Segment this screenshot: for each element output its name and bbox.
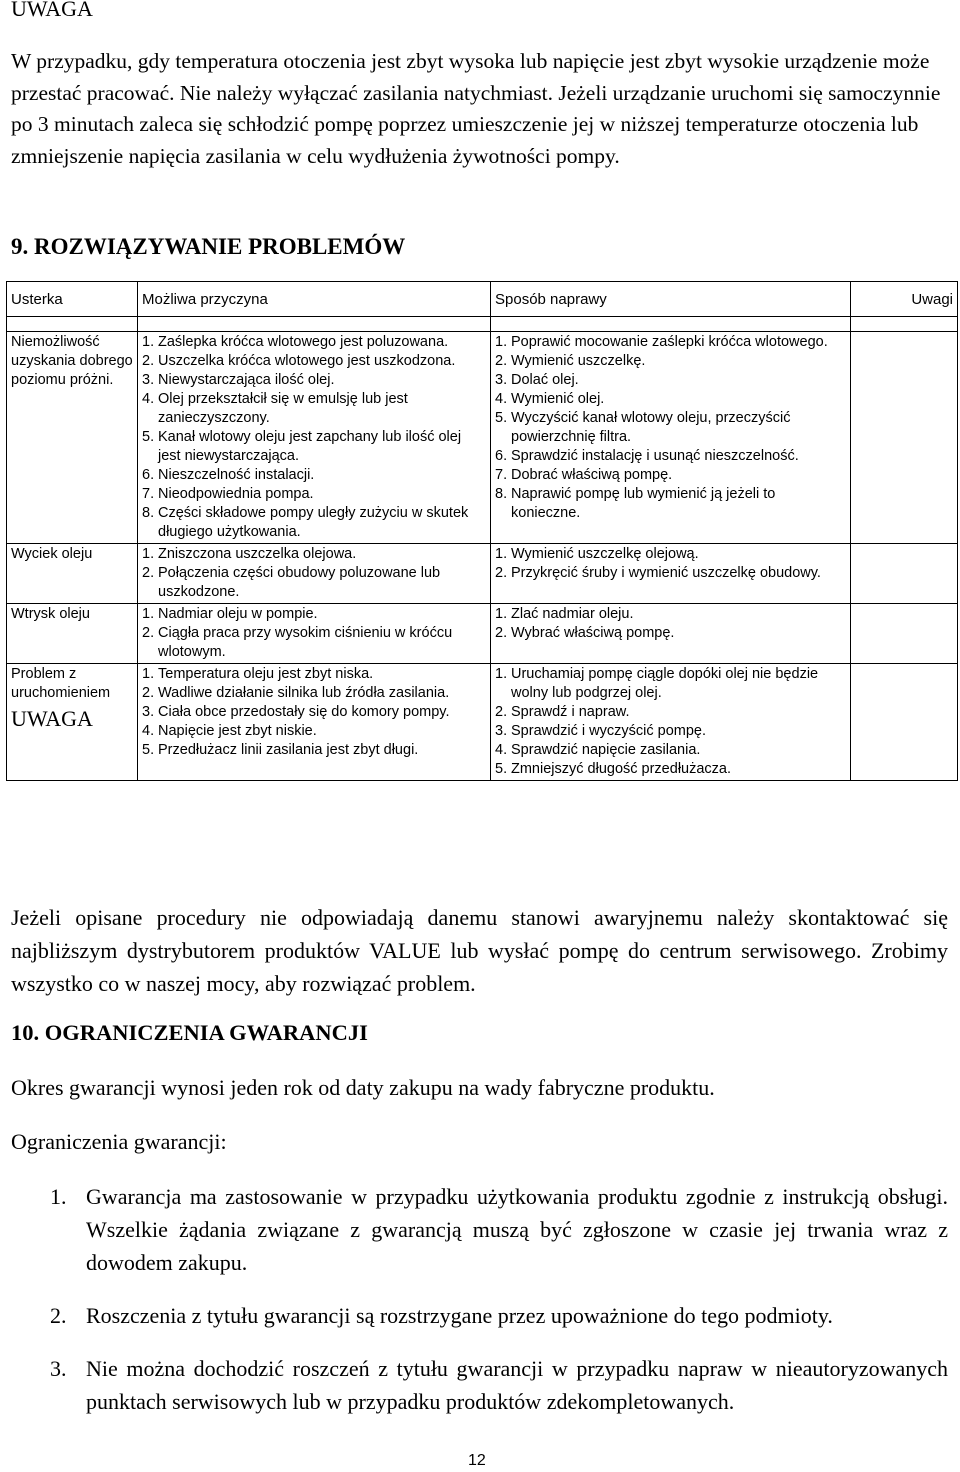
- list-item: 2. Uszczelka króćca wlotowego jest uszkodzona.: [142, 353, 456, 369]
- list-item: 3. Dolać olej.: [495, 372, 579, 388]
- page-number: 12: [468, 1452, 486, 1469]
- list-item: 2. Przykręcić śruby i wymienić uszczelkę obudowy.: [495, 565, 821, 581]
- list-item: 4. Sprawdzić napięcie zasilania.: [495, 742, 701, 758]
- list-item: 1. Wymienić uszczelkę olejową.: [495, 546, 699, 562]
- section-heading-warranty: 10. OGRANICZENIA GWARANCJI: [11, 1020, 368, 1045]
- list-item: 4. Napięcie jest zbyt niskie.: [142, 723, 317, 739]
- list-item: 8. Części składowe pompy uległy zużyciu w skutek długiego użytkowania.: [142, 505, 469, 540]
- causes-cell: [138, 544, 491, 604]
- list-item: 1. Nadmiar oleju w pompie.: [142, 606, 318, 622]
- list-item: 3. Sprawdzić i wyczyścić pompę.: [495, 723, 706, 739]
- warranty-period-text: Okres gwarancji wynosi jeden rok od daty zakupu na wady fabryczne produktu.: [11, 1075, 715, 1100]
- section-heading-troubleshooting: 9. ROZWIĄZYWANIE PROBLEMÓW: [11, 234, 406, 259]
- notes-cell: [851, 604, 958, 664]
- list-item: 4. Olej przekształcił się w emulsję lub jest zanieczyszczony.: [142, 391, 408, 426]
- list-item: 2. Sprawdź i napraw.: [495, 704, 630, 720]
- list-item: 1. Zniszczona uszczelka olejowa.: [142, 546, 357, 562]
- warning-paragraph: W przypadku, gdy temperatura otoczenia jest zbyt wysoka lub napięcie jest zbyt wysokie urządzenie może przestać pracować. Nie należy wyłączać zasilania natychmiast. Jeżeli urządzanie uruchomi się samoczynnie po 3 minutach zaleca się schłodzić pompę poprzez umieszczenie jej w niższej temperaturze otoczenia lub zmniejszenie napięcia zasilania w celu wydłużenia żywotności pompy.: [11, 49, 941, 168]
- list-item: 3. Niewystarczająca ilość olej.: [142, 372, 335, 388]
- table-row: [7, 664, 958, 781]
- list-item: 2. Roszczenia z tytułu gwarancji są rozstrzygane przez upoważnione do tego podmioty.: [50, 1303, 833, 1328]
- issue-cell: [7, 544, 138, 604]
- list-item: 5. Wyczyścić kanał wlotowy oleju, przeczyścić powierzchnię filtra.: [495, 410, 791, 445]
- column-header: Usterka: [7, 282, 138, 317]
- issue-cell: [7, 664, 138, 781]
- list-item: 2. Wybrać właściwą pompę.: [495, 625, 675, 641]
- list-item: 1. Uruchamiaj pompę ciągle dopóki olej nie będzie wolny lub podgrzej olej.: [495, 666, 819, 701]
- issue-text: Niemożliwość uzyskania dobrego poziomu próżni.: [11, 334, 133, 388]
- causes-list: [142, 333, 486, 542]
- list-item: 1. Poprawić mocowanie zaślepki króćca wlotowego.: [495, 334, 828, 350]
- warning-title: UWAGA: [11, 0, 93, 21]
- contact-paragraph: Jeżeli opisane procedury nie odpowiadają danemu stanowi awaryjnemu należy skontaktować się najbliższym dystrybutorem produktów VALUE lub wysłać pompę do centrum serwisowego. Zrobimy wszystko co w naszej mocy, aby rozwiązać problem.: [11, 905, 948, 996]
- column-header: Uwagi: [851, 282, 958, 317]
- issue-text: Wtrysk oleju: [11, 606, 90, 622]
- fixes-list: [495, 333, 846, 523]
- causes-cell: [138, 604, 491, 664]
- fixes-cell: [491, 332, 851, 544]
- list-item: 1. Gwarancja ma zastosowanie w przypadku użytkowania produktu zgodnie z instrukcją obsługi. Wszelkie żądania związane z gwarancją muszą być zgłoszone w czasie jej trwania wraz z dowodem zakupu.: [50, 1184, 948, 1275]
- issue-text: Wyciek oleju: [11, 546, 93, 562]
- list-item: 1. Zaślepka króćca wlotowego jest poluzowana.: [142, 334, 449, 350]
- column-header: Możliwa przyczyna: [138, 282, 491, 317]
- warranty-limits-list: [50, 1180, 948, 1438]
- fixes-list: [495, 545, 846, 583]
- list-item: 5. Zmniejszyć długość przedłużacza.: [495, 761, 732, 777]
- list-item: 5. Przedłużacz linii zasilania jest zbyt długi.: [142, 742, 419, 758]
- table-row: [7, 604, 958, 664]
- issue-cell: [7, 604, 138, 664]
- table-row: [7, 332, 958, 544]
- list-item: 5. Kanał wlotowy oleju jest zapchany lub ilość olej jest niewystarczająca.: [142, 429, 462, 464]
- notes-cell: [851, 664, 958, 781]
- issue-cell: [7, 332, 138, 544]
- list-item: 6. Nieszczelność instalacji.: [142, 467, 315, 483]
- fixes-list: [495, 665, 846, 779]
- column-header: Sposób naprawy: [491, 282, 851, 317]
- warranty-limits-title: Ograniczenia gwarancji:: [11, 1129, 227, 1154]
- list-item: 3. Nie można dochodzić roszczeń z tytułu gwarancji w przypadku napraw w nieautoryzowanych punktach serwisowych lub w przypadku produktów zdekompletowanych.: [50, 1356, 948, 1414]
- issue-text: Problem z uruchomieniem: [11, 666, 111, 701]
- notes-cell: [851, 544, 958, 604]
- causes-list: [142, 545, 486, 602]
- fixes-cell: [491, 604, 851, 664]
- table-row: [7, 544, 958, 604]
- fixes-list: [495, 605, 846, 643]
- list-item: 2. Ciągła praca przy wysokim ciśnieniu w króćcu wlotowym.: [142, 625, 453, 660]
- causes-cell: [138, 664, 491, 781]
- list-item: 7. Nieodpowiednia pompa.: [142, 486, 314, 502]
- fixes-cell: [491, 664, 851, 781]
- list-item: 4. Wymienić olej.: [495, 391, 605, 407]
- causes-list: [142, 605, 486, 662]
- list-item: 8. Naprawić pompę lub wymienić ją jeżeli to konieczne.: [495, 486, 776, 521]
- causes-cell: [138, 332, 491, 544]
- warning-title: UWAGA: [11, 706, 93, 731]
- table-header-row: [7, 282, 958, 317]
- list-item: 2. Wadliwe działanie silnika lub źródła zasilania.: [142, 685, 450, 701]
- list-item: 7. Dobrać właściwą pompę.: [495, 467, 673, 483]
- notes-cell: [851, 332, 958, 544]
- fixes-cell: [491, 544, 851, 604]
- list-item: 2. Wymienić uszczelkę.: [495, 353, 646, 369]
- list-item: 2. Połączenia części obudowy poluzowane lub uszkodzone.: [142, 565, 441, 600]
- list-item: 6. Sprawdzić instalację i usunąć nieszczelność.: [495, 448, 799, 464]
- list-item: 1. Temperatura oleju jest zbyt niska.: [142, 666, 374, 682]
- list-item: 3. Ciała obce przedostały się do komory pompy.: [142, 704, 450, 720]
- causes-list: [142, 665, 486, 760]
- troubleshooting-table: [6, 281, 958, 781]
- list-item: 1. Zlać nadmiar oleju.: [495, 606, 634, 622]
